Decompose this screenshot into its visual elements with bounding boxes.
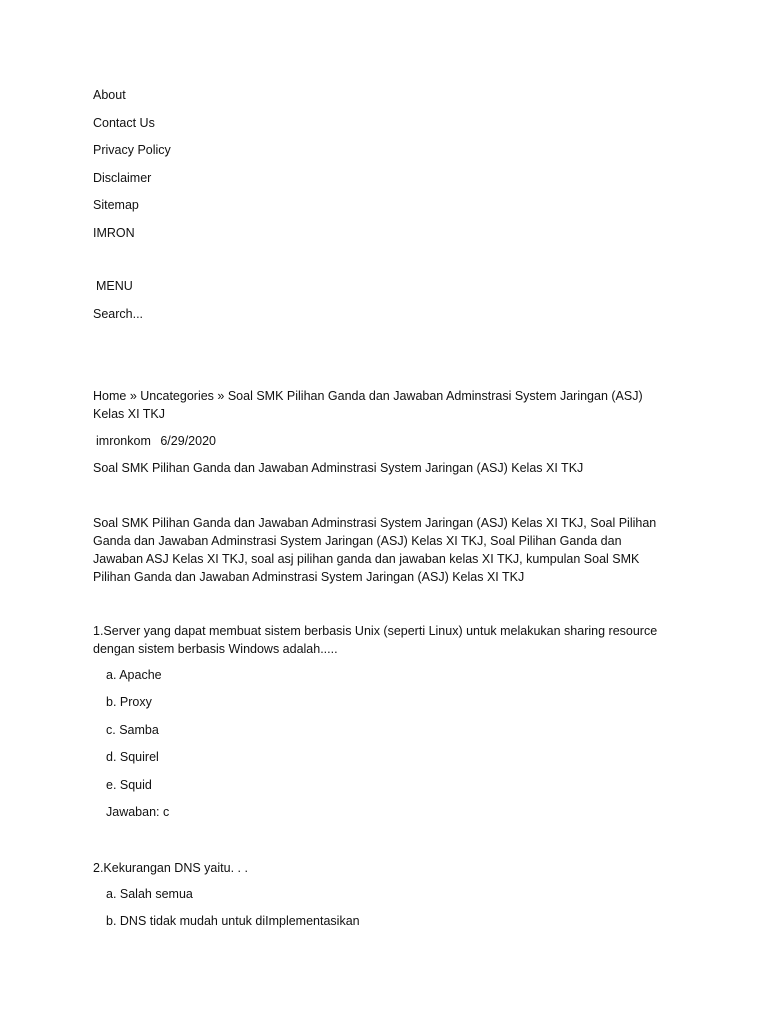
nav-item-contact-us[interactable]: Contact Us [93, 115, 155, 130]
post-date: 6/29/2020 [160, 434, 216, 448]
top-navigation [93, 86, 171, 251]
option-item: a. Apache [106, 668, 162, 682]
post-author[interactable]: imronkom [96, 434, 151, 448]
nav-item-imron[interactable]: IMRON [93, 225, 135, 240]
nav-item-privacy-policy[interactable]: Privacy Policy [93, 143, 171, 157]
search-input[interactable] [93, 305, 333, 323]
option-item: c. Samba [106, 722, 159, 737]
option-item: b. Proxy [106, 695, 152, 710]
post-intro: Soal SMK Pilihan Ganda dan Jawaban Adminstrasi System Jaringan (ASJ) Kelas XI TKJ, Soal Pilihan Ganda dan Jawaban Adminstrasi System Jaringan (ASJ) Kelas XI TKJ, Soal Pilihan Ganda dan Jawaban ASJ Kelas XI TKJ, soal asj pilihan ganda dan jawaban kelas XI TKJ, kumpulan Soal SMK Pilihan Ganda dan Jawaban Adminstrasi System Jaringan (ASJ) Kelas XI TKJ [93, 516, 657, 584]
breadcrumb-separator: » [129, 389, 137, 403]
breadcrumb-home-link[interactable]: Home [93, 389, 127, 403]
nav-item-disclaimer[interactable]: Disclaimer [93, 170, 152, 185]
post-meta [96, 432, 216, 450]
question-block [93, 622, 663, 821]
option-list [93, 666, 663, 803]
question-text: 2.Kekurangan DNS yaitu. . . [93, 861, 248, 875]
nav-item-sitemap[interactable]: Sitemap [93, 198, 139, 212]
option-item: b. DNS tidak mudah untuk diImplementasikan [106, 914, 360, 929]
post-title: Soal SMK Pilihan Ganda dan Jawaban Adminstrasi System Jaringan (ASJ) Kelas XI TKJ [93, 461, 584, 475]
question-block [93, 859, 663, 940]
breadcrumb [93, 387, 663, 423]
option-item: d. Squirel [106, 750, 159, 765]
breadcrumb-category-link[interactable]: Uncategories [140, 389, 214, 403]
option-list [93, 885, 663, 940]
answer-text: Jawaban: c [106, 804, 170, 819]
option-item: e. Squid [106, 777, 152, 792]
option-item: a. Salah semua [106, 887, 193, 901]
nav-item-about[interactable]: About [93, 88, 126, 102]
breadcrumb-current: Soal SMK Pilihan Ganda dan Jawaban Adminstrasi System Jaringan (ASJ) Kelas XI TKJ [93, 389, 643, 421]
menu-toggle[interactable]: MENU [96, 279, 133, 293]
breadcrumb-separator: » [217, 389, 225, 403]
question-text: 1.Server yang dapat membuat sistem berbasis Unix (seperti Linux) untuk melakukan sharing resource dengan sistem berbasis Windows adalah..... [93, 624, 658, 656]
